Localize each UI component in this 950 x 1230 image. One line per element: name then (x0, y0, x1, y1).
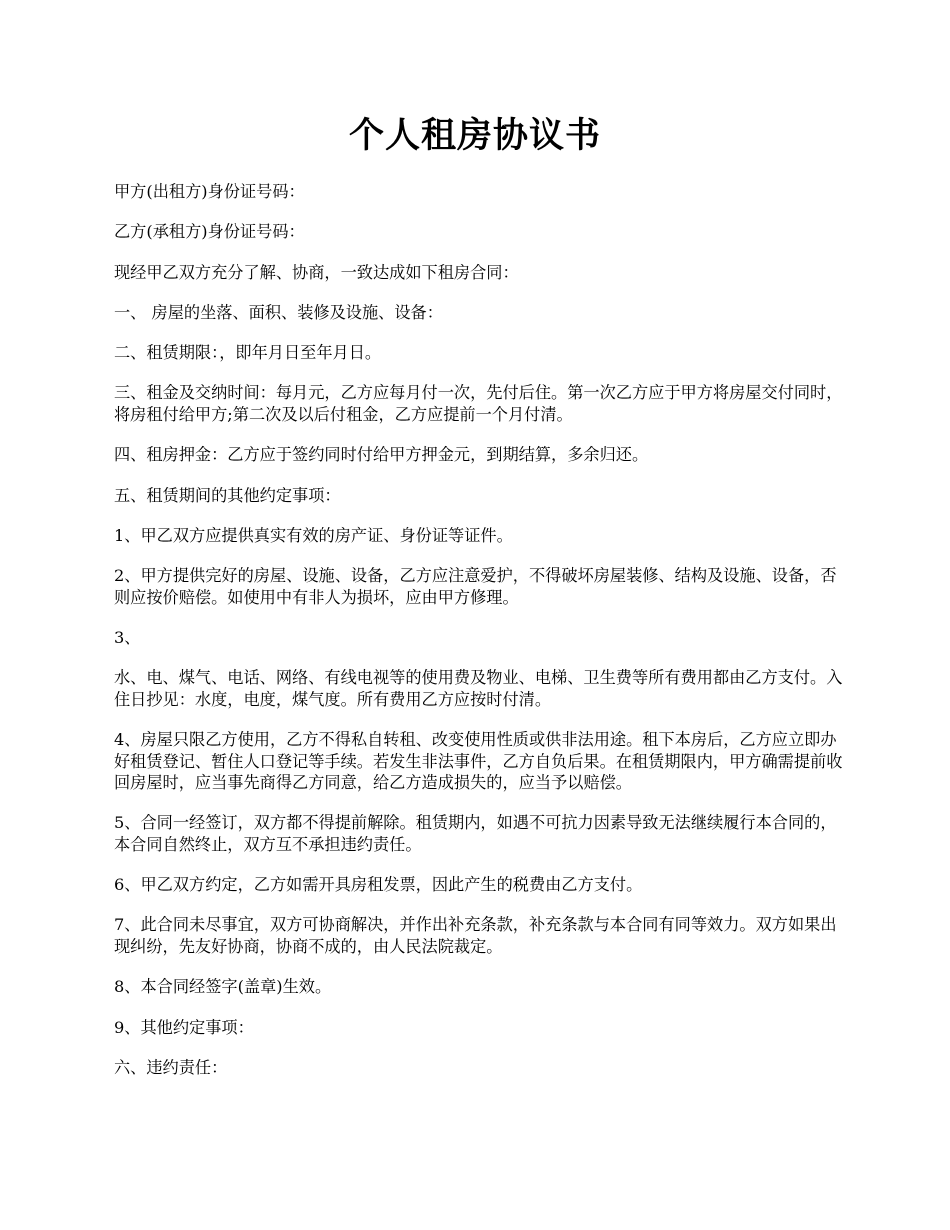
clause-3-text: 水、电、煤气、电话、网络、有线电视等的使用费及物业、电梯、卫生费等所有费用都由乙方支付。入住日抄见：水度，电度，煤气度。所有费用乙方应按时付清。 (114, 668, 843, 709)
party-b-id: 乙方(承租方)身份证号码： (114, 222, 305, 242)
section-5-other-terms: 五、租赁期间的其他约定事项： (114, 485, 341, 505)
clause-7: 7、此合同未尽事宜，双方可协商解决，并作出补充条款，补充条款与本合同有同等效力。双方如果出现纠纷，先友好协商，协商不成的，由人民法院裁定。 (114, 915, 837, 956)
clause-2: 2、甲方提供完好的房屋、设施、设备，乙方应注意爱护，不得破坏房屋装修、结构及设施、设备，否则应按价赔偿。如使用中有非人为损坏，应由甲方修理。 (114, 566, 837, 607)
clause-5: 5、合同一经签订，双方都不得提前解除。租赁期内，如遇不可抗力因素导致无法继续履行本合同的，本合同自然终止，双方互不承担违约责任。 (114, 813, 837, 854)
clause-4: 4、房屋只限乙方使用，乙方不得私自转租、改变使用性质或供非法用途。租下本房后，乙方应立即办好租赁登记、暂住人口登记等手续。若发生非法事件，乙方自负后果。在租赁期限内，甲方确需提前收回房屋时，应当事先商得乙方同意，给乙方造成损失的，应当予以赔偿。 (114, 730, 843, 793)
section-3-rent: 三、租金及交纳时间：每月元，乙方应每月付一次，先付后住。第一次乙方应于甲方将房屋交付同时，将房租付给甲方;第二次及以后付租金，乙方应提前一个月付清。 (114, 383, 843, 424)
preamble: 现经甲乙双方充分了解、协商，一致达成如下租房合同： (114, 262, 519, 282)
document-body (114, 181, 844, 1097)
document-title: 个人租房协议书 (348, 115, 601, 156)
clause-9: 9、其他约定事项： (114, 1017, 254, 1037)
clause-1: 1、甲乙双方应提供真实有效的房产证、身份证等证件。 (114, 525, 513, 545)
clause-8: 8、本合同经签字(盖章)生效。 (114, 977, 332, 997)
section-1-property: 一、 房屋的坐落、面积、装修及设施、设备： (114, 302, 443, 322)
clause-3-number: 3、 (114, 627, 141, 647)
party-a-id: 甲方(出租方)身份证号码： (114, 182, 305, 201)
section-4-deposit: 四、租房押金：乙方应于签约同时付给甲方押金元，到期结算，多余归还。 (114, 445, 649, 465)
clause-6: 6、甲乙双方约定，乙方如需开具房租发票，因此产生的税费由乙方支付。 (114, 875, 643, 895)
section-2-term: 二、租赁期限：，即年月日至年月日。 (114, 343, 382, 363)
section-6-liability: 六、违约责任： (114, 1057, 228, 1077)
